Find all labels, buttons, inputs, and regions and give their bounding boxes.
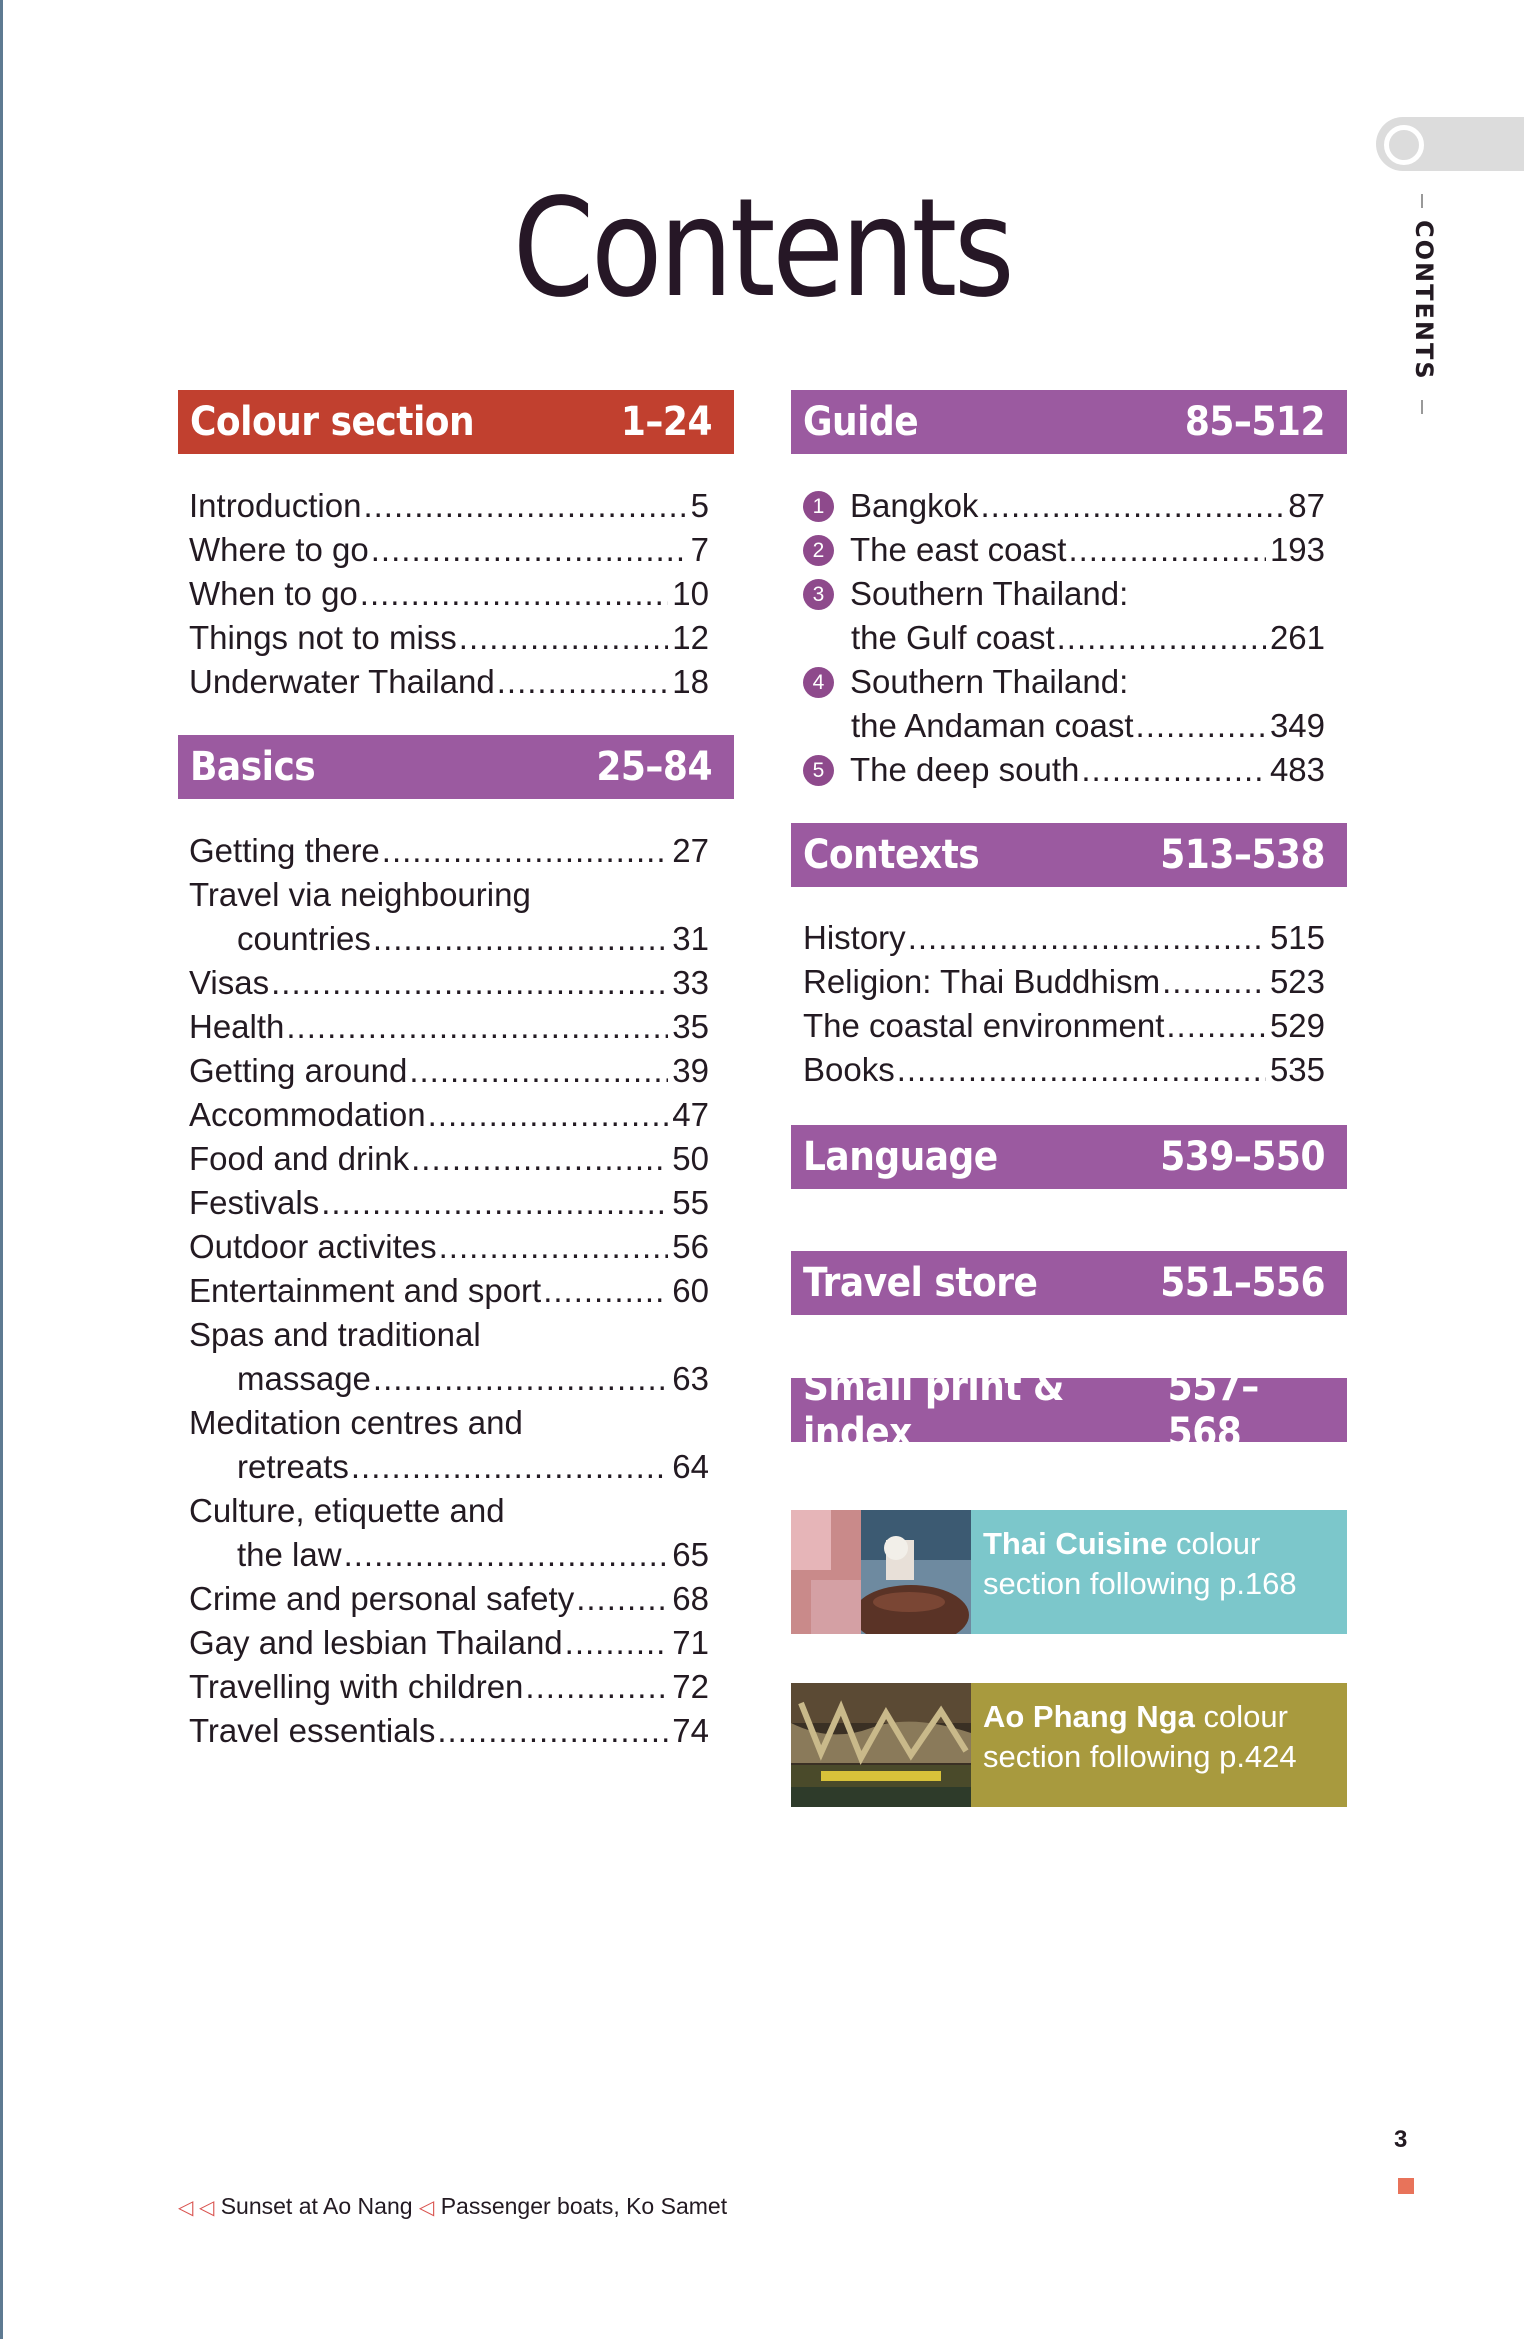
toc-entry[interactable] bbox=[803, 748, 1325, 792]
dot-leader bbox=[286, 1005, 668, 1049]
toc-entry-text: the Gulf coast bbox=[851, 619, 1055, 656]
contexts-list bbox=[803, 916, 1325, 1092]
toc-page-number: 64 bbox=[672, 1448, 709, 1485]
colour-section-header[interactable] bbox=[178, 390, 734, 454]
toc-entry-text: Underwater Thailand bbox=[189, 663, 495, 700]
colour-section-title: Colour section bbox=[190, 399, 475, 445]
page-title: Contents bbox=[512, 170, 1012, 328]
toc-page-number: 71 bbox=[672, 1624, 709, 1661]
dot-leader bbox=[525, 1665, 668, 1709]
toc-entry-title bbox=[189, 961, 269, 1005]
toc-entry[interactable] bbox=[189, 1621, 709, 1665]
toc-entry-text: massage bbox=[237, 1360, 371, 1397]
toc-entry[interactable] bbox=[803, 916, 1325, 960]
guide-range: 85–512 bbox=[1184, 399, 1325, 445]
dot-leader bbox=[897, 1048, 1266, 1092]
small-print-range: 557–568 bbox=[1167, 1364, 1259, 1456]
toc-entry-title bbox=[189, 829, 380, 873]
toc-page-number: 529 bbox=[1269, 1007, 1325, 1044]
toc-entry-title bbox=[189, 660, 495, 704]
toc-page-number: 56 bbox=[672, 1228, 709, 1265]
toc-entry-text: Spas and traditional bbox=[189, 1316, 481, 1353]
toc-entry bbox=[189, 1401, 709, 1445]
tab-circle-icon bbox=[1384, 125, 1424, 165]
toc-entry-title bbox=[189, 484, 361, 528]
colour-section-range: 1–24 bbox=[620, 399, 712, 445]
toc-entry-title bbox=[803, 660, 1128, 704]
toc-entry-title bbox=[189, 1313, 481, 1357]
caption-arrows-icon: ◁ ◁ bbox=[178, 2197, 215, 2219]
toc-entry-text: Culture, etiquette and bbox=[189, 1492, 505, 1529]
dot-leader bbox=[344, 1533, 669, 1577]
toc-entry-text: Southern Thailand: bbox=[850, 663, 1129, 700]
chapter-number-icon: 3 bbox=[803, 579, 834, 610]
dot-leader bbox=[351, 1445, 668, 1489]
toc-entry[interactable] bbox=[189, 572, 709, 616]
toc-entry-title bbox=[803, 616, 1055, 660]
dot-leader bbox=[565, 1621, 669, 1665]
language-title: Language bbox=[803, 1134, 998, 1180]
toc-page-number: 261 bbox=[1269, 619, 1325, 656]
travel-store-header[interactable] bbox=[791, 1251, 1347, 1315]
toc-entry[interactable] bbox=[189, 1049, 709, 1093]
thai-cuisine-text bbox=[971, 1510, 1347, 1634]
chapter-number-icon: 2 bbox=[803, 535, 834, 566]
toc-entry-text: Travel essentials bbox=[189, 1712, 436, 1749]
contexts-header[interactable] bbox=[791, 823, 1347, 887]
toc-entry bbox=[189, 1313, 709, 1357]
toc-entry-text: Religion: Thai Buddhism bbox=[803, 963, 1161, 1000]
toc-entry-text: Where to go bbox=[189, 531, 369, 568]
toc-entry-title bbox=[189, 616, 457, 660]
dot-leader bbox=[1057, 616, 1266, 660]
promo-suffix: colour bbox=[1203, 1699, 1288, 1734]
toc-entry-text: The coastal environment bbox=[803, 1007, 1165, 1044]
dot-leader bbox=[1166, 1004, 1266, 1048]
promo-subtitle: section following p.168 bbox=[983, 1566, 1297, 1601]
toc-page-number: 55 bbox=[672, 1184, 709, 1221]
toc-entry bbox=[803, 660, 1325, 704]
toc-page-number: 27 bbox=[672, 832, 709, 869]
dot-leader bbox=[321, 1181, 668, 1225]
toc-entry[interactable] bbox=[189, 917, 709, 961]
toc-entry[interactable] bbox=[189, 961, 709, 1005]
toc-entry[interactable] bbox=[189, 1137, 709, 1181]
page-number: 3 bbox=[1394, 2126, 1408, 2153]
toc-entry-title bbox=[189, 1533, 342, 1577]
toc-page-number: 47 bbox=[672, 1096, 709, 1133]
toc-entry-text: the Andaman coast bbox=[851, 707, 1134, 744]
dot-leader bbox=[1068, 528, 1265, 572]
toc-entry[interactable] bbox=[189, 1181, 709, 1225]
toc-entry-text: Entertainment and sport bbox=[189, 1272, 542, 1309]
toc-page-number: 515 bbox=[1269, 919, 1325, 956]
toc-entry-text: History bbox=[803, 919, 906, 956]
toc-entry-title bbox=[189, 1445, 349, 1489]
travel-store-title: Travel store bbox=[803, 1260, 1038, 1306]
toc-entry[interactable] bbox=[189, 829, 709, 873]
dot-leader bbox=[437, 1709, 668, 1753]
toc-entry-title bbox=[803, 748, 1079, 792]
toc-entry-title bbox=[803, 484, 978, 528]
toc-entry-title bbox=[189, 1357, 371, 1401]
toc-entry-text: Gay and lesbian Thailand bbox=[189, 1624, 563, 1661]
dot-leader bbox=[373, 917, 668, 961]
toc-entry[interactable] bbox=[803, 616, 1325, 660]
toc-page-number: 18 bbox=[672, 663, 709, 700]
dot-leader bbox=[576, 1577, 668, 1621]
toc-entry-title bbox=[189, 1093, 426, 1137]
toc-entry[interactable] bbox=[189, 1093, 709, 1137]
guide-header[interactable] bbox=[791, 390, 1347, 454]
toc-entry-title bbox=[189, 917, 371, 961]
toc-entry-text: Visas bbox=[189, 964, 270, 1001]
toc-entry-title bbox=[803, 528, 1066, 572]
dot-leader bbox=[497, 660, 669, 704]
toc-entry-title bbox=[803, 1048, 895, 1092]
toc-entry-title bbox=[803, 1004, 1164, 1048]
toc-page-number: 10 bbox=[672, 575, 709, 612]
toc-entry-title bbox=[803, 572, 1128, 616]
chapter-number-icon: 1 bbox=[803, 491, 834, 522]
basics-header[interactable] bbox=[178, 735, 734, 799]
toc-entry-text: Crime and personal safety bbox=[189, 1580, 575, 1617]
promo-suffix: colour bbox=[1175, 1526, 1261, 1561]
dot-leader bbox=[363, 484, 686, 528]
toc-page-number: 74 bbox=[672, 1712, 709, 1749]
toc-page-number: 349 bbox=[1269, 707, 1325, 744]
toc-entry-text: Bangkok bbox=[850, 487, 979, 524]
toc-page-number: 60 bbox=[672, 1272, 709, 1309]
toc-entry[interactable] bbox=[189, 1709, 709, 1753]
toc-entry-text: Health bbox=[189, 1008, 285, 1045]
toc-entry-text: The deep south bbox=[850, 751, 1080, 788]
side-divider-bottom bbox=[1421, 400, 1423, 414]
small-print-header[interactable] bbox=[791, 1364, 1347, 1456]
toc-entry-text: Introduction bbox=[189, 487, 362, 524]
toc-page-number: 39 bbox=[672, 1052, 709, 1089]
toc-entry-title bbox=[803, 704, 1134, 748]
toc-entry[interactable] bbox=[189, 1665, 709, 1709]
toc-entry-title bbox=[189, 1577, 574, 1621]
toc-entry-title bbox=[189, 1401, 523, 1445]
guide-title: Guide bbox=[803, 399, 919, 445]
toc-entry[interactable] bbox=[189, 484, 709, 528]
toc-entry[interactable] bbox=[189, 660, 709, 704]
toc-page-number: 35 bbox=[672, 1008, 709, 1045]
dot-leader bbox=[428, 1093, 669, 1137]
toc-entry-title bbox=[189, 1049, 407, 1093]
dot-leader bbox=[439, 1225, 669, 1269]
toc-entry-title bbox=[189, 1709, 435, 1753]
chapter-number-icon: 5 bbox=[803, 755, 834, 786]
toc-entry[interactable] bbox=[803, 1048, 1325, 1092]
ao-phang-nga-promo[interactable] bbox=[791, 1683, 1347, 1807]
toc-entry-text: retreats bbox=[237, 1448, 349, 1485]
toc-entry-title bbox=[803, 960, 1160, 1004]
photo-caption bbox=[178, 2193, 727, 2220]
caption-arrow-icon: ◁ bbox=[418, 2197, 435, 2219]
toc-entry[interactable] bbox=[189, 1577, 709, 1621]
toc-entry[interactable] bbox=[189, 1269, 709, 1313]
toc-entry-title bbox=[189, 1269, 541, 1313]
toc-entry-title bbox=[189, 1181, 319, 1225]
toc-page-number: 68 bbox=[672, 1580, 709, 1617]
toc-page-number: 65 bbox=[672, 1536, 709, 1573]
dot-leader bbox=[543, 1269, 668, 1313]
toc-entry-text: When to go bbox=[189, 575, 358, 612]
dot-leader bbox=[373, 1357, 668, 1401]
toc-page-number: 7 bbox=[690, 531, 709, 568]
toc-entry-title bbox=[189, 528, 369, 572]
toc-entry-title bbox=[803, 916, 906, 960]
dot-leader bbox=[1081, 748, 1266, 792]
toc-entry[interactable] bbox=[803, 1004, 1325, 1048]
toc-entry[interactable] bbox=[189, 616, 709, 660]
caption-text-1: Sunset at Ao Nang bbox=[220, 2193, 413, 2219]
toc-entry-text: Outdoor activites bbox=[189, 1228, 437, 1265]
toc-page-number: 193 bbox=[1269, 531, 1325, 568]
toc-entry-title bbox=[189, 1489, 505, 1533]
toc-entry-title bbox=[189, 1665, 523, 1709]
toc-entry-text: Travel via neighbouring bbox=[189, 876, 531, 913]
colour-section-list bbox=[189, 484, 709, 704]
toc-entry bbox=[189, 873, 709, 917]
thai-cuisine-promo[interactable] bbox=[791, 1510, 1347, 1634]
dot-leader bbox=[1162, 960, 1266, 1004]
toc-entry-text: Getting around bbox=[189, 1052, 408, 1089]
toc-entry[interactable] bbox=[189, 1357, 709, 1401]
dot-leader bbox=[271, 961, 668, 1005]
basics-range: 25–84 bbox=[596, 744, 712, 790]
toc-page-number: 33 bbox=[672, 964, 709, 1001]
toc-page-number: 63 bbox=[672, 1360, 709, 1397]
language-header[interactable] bbox=[791, 1125, 1347, 1189]
dot-leader bbox=[382, 829, 669, 873]
page-marker bbox=[1398, 2178, 1414, 2194]
small-print-title: Small print & index bbox=[803, 1364, 1064, 1456]
promo-title: Thai Cuisine bbox=[983, 1526, 1168, 1561]
dot-leader bbox=[908, 916, 1266, 960]
dot-leader bbox=[409, 1049, 668, 1093]
toc-entry[interactable] bbox=[803, 960, 1325, 1004]
toc-page-number: 50 bbox=[672, 1140, 709, 1177]
promo-title: Ao Phang Nga bbox=[983, 1699, 1195, 1734]
toc-entry-text: Festivals bbox=[189, 1184, 320, 1221]
toc-page-number: 87 bbox=[1288, 487, 1325, 524]
toc-page-number: 523 bbox=[1269, 963, 1325, 1000]
side-divider-top bbox=[1421, 194, 1423, 208]
dot-leader bbox=[360, 572, 669, 616]
thai-cuisine-photo bbox=[791, 1510, 971, 1634]
toc-entry-text: Things not to miss bbox=[189, 619, 457, 656]
dot-leader bbox=[459, 616, 669, 660]
dot-leader bbox=[411, 1137, 668, 1181]
toc-entry-text: The east coast bbox=[850, 531, 1067, 568]
toc-entry-text: Meditation centres and bbox=[189, 1404, 523, 1441]
chapter-number-icon: 4 bbox=[803, 667, 834, 698]
toc-entry-text: Books bbox=[803, 1051, 895, 1088]
ao-phang-nga-photo bbox=[791, 1683, 971, 1807]
toc-entry[interactable] bbox=[189, 1533, 709, 1577]
toc-entry[interactable] bbox=[189, 1005, 709, 1049]
toc-page-number: 5 bbox=[690, 487, 709, 524]
basics-title: Basics bbox=[190, 744, 316, 790]
contexts-title: Contexts bbox=[803, 832, 980, 878]
toc-entry-text: countries bbox=[237, 920, 371, 957]
basics-list bbox=[189, 829, 709, 1753]
toc-entry[interactable] bbox=[189, 1445, 709, 1489]
promo-subtitle: section following p.424 bbox=[983, 1739, 1297, 1774]
toc-page-number: 535 bbox=[1269, 1051, 1325, 1088]
toc-entry-title bbox=[189, 1005, 284, 1049]
toc-entry[interactable] bbox=[803, 704, 1325, 748]
caption-text-2: Passenger boats, Ko Samet bbox=[440, 2193, 728, 2219]
toc-entry bbox=[189, 1489, 709, 1533]
toc-entry-title bbox=[189, 1137, 409, 1181]
toc-entry-text: Getting there bbox=[189, 832, 380, 869]
contexts-range: 513–538 bbox=[1160, 832, 1325, 878]
guide-list bbox=[803, 484, 1325, 792]
travel-store-range: 551–556 bbox=[1160, 1260, 1325, 1306]
toc-entry-text: the law bbox=[237, 1536, 342, 1573]
dot-leader bbox=[1136, 704, 1266, 748]
toc-page-number: 483 bbox=[1269, 751, 1325, 788]
toc-page-number: 72 bbox=[672, 1668, 709, 1705]
toc-page-number: 12 bbox=[672, 619, 709, 656]
page-edge-line bbox=[0, 0, 3, 2339]
toc-entry-title bbox=[189, 1225, 437, 1269]
toc-page-number: 31 bbox=[672, 920, 709, 957]
toc-entry-text: Accommodation bbox=[189, 1096, 426, 1133]
dot-leader bbox=[371, 528, 687, 572]
ao-phang-nga-text bbox=[971, 1683, 1347, 1807]
toc-entry-title bbox=[189, 572, 358, 616]
toc-entry-title bbox=[189, 1621, 563, 1665]
toc-entry bbox=[803, 572, 1325, 616]
toc-entry-text: Food and drink bbox=[189, 1140, 410, 1177]
toc-entry-text: Travelling with children bbox=[189, 1668, 524, 1705]
toc-entry[interactable] bbox=[189, 1225, 709, 1269]
toc-entry-title bbox=[189, 873, 531, 917]
toc-entry[interactable] bbox=[189, 528, 709, 572]
dot-leader bbox=[980, 484, 1284, 528]
toc-entry-text: Southern Thailand: bbox=[850, 575, 1129, 612]
toc-entry[interactable] bbox=[803, 528, 1325, 572]
toc-entry[interactable] bbox=[803, 484, 1325, 528]
language-range: 539–550 bbox=[1160, 1134, 1325, 1180]
side-tab-text: CONTENTS bbox=[1410, 220, 1438, 381]
